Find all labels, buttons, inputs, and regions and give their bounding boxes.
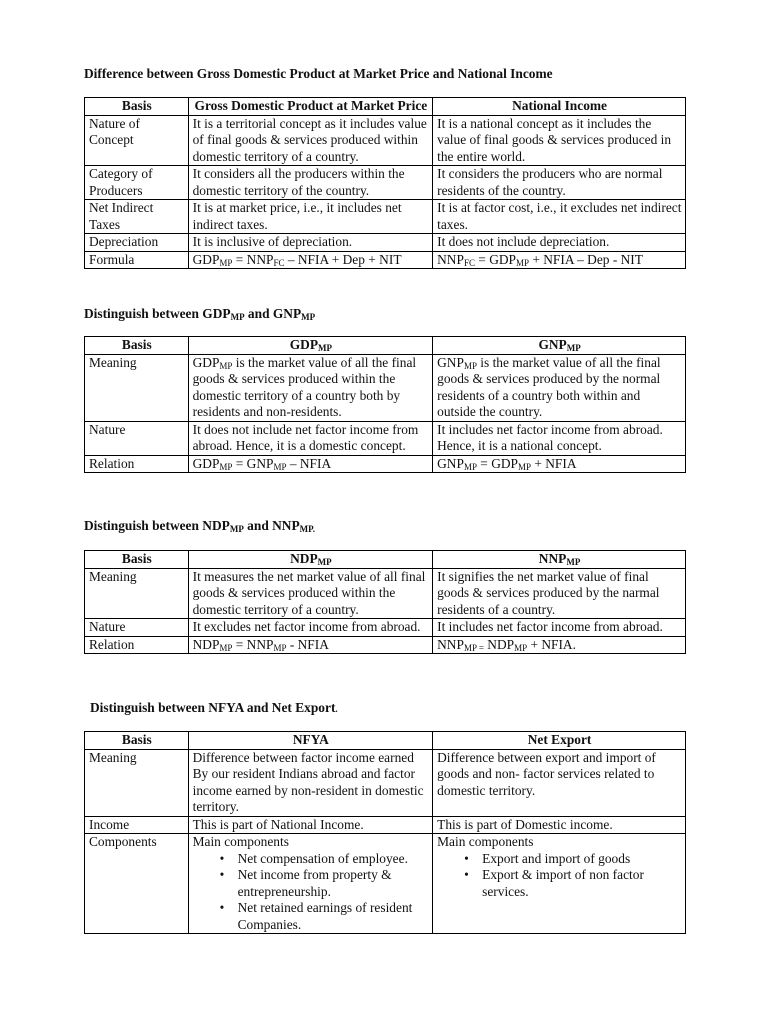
table-row	[85, 568, 686, 619]
table-row	[85, 636, 686, 654]
table-cell: It is a territorial concept as it includes value of final goods & services produced within domestic territory of a country.	[188, 115, 433, 166]
relation-ndp: $NDP_{MP} = NNP_{MP}$ - NFIA	[188, 636, 433, 654]
table-cell: It excludes net factor income from abroad.	[188, 619, 433, 637]
section2-heading: Distinguish between $GDP_{MP}$ and $GNP_{MP}$	[84, 306, 316, 322]
section3-heading: Distinguish between $NDP_{MP}$ and $NNP_{MP.}$	[84, 518, 316, 534]
table-cell: It is a national concept as it includes the value of final goods & services produced in the entire world.	[433, 115, 686, 166]
row-label: Formula	[85, 251, 189, 269]
header-basis: Basis	[85, 98, 189, 116]
header-basis: Basis	[85, 337, 189, 355]
table-row	[85, 816, 686, 834]
table-row	[85, 421, 686, 455]
row-label: Nature	[85, 619, 189, 637]
header-gdp-market-price: Gross Domestic Product at Market Price	[188, 98, 433, 116]
table-row	[85, 354, 686, 421]
header-nnp-mp: $NNP_{MP}$	[433, 551, 686, 569]
table-cell: $GDP_{MP}$ is the market value of all the final goods & services produced within the domestic territory of a country both by residents and non-residents.	[188, 354, 433, 421]
table-row	[85, 166, 686, 200]
header-net-export: Net Export	[433, 732, 686, 750]
list-item: • Net income from property & entrepreneurship.	[238, 867, 430, 900]
formula-national-income: $NNP_{FC} = GDP_{MP}$ + NFIA – Dep - NIT	[433, 251, 686, 269]
table-header-row	[85, 732, 686, 750]
table-row	[85, 619, 686, 637]
table-cell: It is at factor cost, i.e., it excludes net indirect taxes.	[433, 200, 686, 234]
list-item: • Export & import of non factor services.	[482, 867, 682, 900]
section4-heading: Distinguish between NFYA and Net Export.	[90, 700, 338, 715]
list-item: • Net retained earnings of resident Companies.	[238, 900, 430, 933]
header-gnp-mp: $GNP_{MP}$	[433, 337, 686, 355]
row-label: Meaning	[85, 354, 189, 421]
table-cell: $GNP_{MP}$ is the market value of all the final goods & services produced by the normal residents of a country both within and outside the country.	[433, 354, 686, 421]
ndp-vs-nnp-table	[84, 550, 686, 654]
table-cell: It is at market price, i.e., it includes net indirect taxes.	[188, 200, 433, 234]
table-row	[85, 200, 686, 234]
header-gdp-mp: $GDP_{MP}$	[188, 337, 433, 355]
row-label: Category of Producers	[85, 166, 189, 200]
table-cell: It does not include net factor income from abroad. Hence, it is a domestic concept.	[188, 421, 433, 455]
export-components-list	[437, 851, 682, 901]
table-row	[85, 234, 686, 252]
table-cell: It considers all the producers within the domestic territory of the country.	[188, 166, 433, 200]
section1-heading: Difference between Gross Domestic Product at Market Price and National Income	[84, 66, 553, 81]
table-cell: It signifies the net market value of final goods & services produced by the narmal residents of a country.	[433, 568, 686, 619]
row-label: Net Indirect Taxes	[85, 200, 189, 234]
row-label: Relation	[85, 455, 189, 473]
table-cell: It considers the producers who are normal residents of the country.	[433, 166, 686, 200]
row-label: Income	[85, 816, 189, 834]
row-label: Depreciation	[85, 234, 189, 252]
nfya-components-list	[193, 851, 430, 934]
row-label: Nature	[85, 421, 189, 455]
components-intro: Main components	[192, 834, 289, 849]
table-cell: This is part of National Income.	[188, 816, 433, 834]
row-label: Components	[85, 834, 189, 934]
table-cell: It includes net factor income from abroad. Hence, it is a national concept.	[433, 421, 686, 455]
row-label: Relation	[85, 636, 189, 654]
table-cell: It includes net factor income from abroad.	[433, 619, 686, 637]
relation-nnp: $NNP_{MP =}$ $NDP_{MP}$ + NFIA.	[433, 636, 686, 654]
row-label: Meaning	[85, 568, 189, 619]
nfya-components-cell	[188, 834, 433, 934]
header-nfya: NFYA	[188, 732, 433, 750]
table-row	[85, 834, 686, 934]
table-row	[85, 455, 686, 473]
formula-gdp: $GDP_{MP} = NNP_{FC}$ – NFIA + Dep + NIT	[188, 251, 433, 269]
table-cell: It does not include depreciation.	[433, 234, 686, 252]
relation-gdp: $GDP_{MP} = GNP_{MP}$ – NFIA	[188, 455, 433, 473]
table-header-row	[85, 551, 686, 569]
table-cell: Difference between factor income earned By our resident Indians abroad and factor income earned by non-resident in domestic territory.	[188, 749, 433, 816]
relation-gnp: $GNP_{MP} = GDP_{MP}$ + NFIA	[433, 455, 686, 473]
gdp-vs-national-income-table	[84, 97, 686, 269]
table-row	[85, 749, 686, 816]
table-cell: It is inclusive of depreciation.	[188, 234, 433, 252]
table-cell: It measures the net market value of all final goods & services produced within the domestic territory of a country.	[188, 568, 433, 619]
header-national-income: National Income	[433, 98, 686, 116]
table-cell: This is part of Domestic income.	[433, 816, 686, 834]
list-item: • Net compensation of employee.	[238, 851, 430, 868]
gdp-vs-gnp-table	[84, 336, 686, 473]
export-components-cell	[433, 834, 686, 934]
header-basis: Basis	[85, 732, 189, 750]
components-intro: Main components	[437, 834, 534, 849]
table-cell: Difference between export and import of goods and non- factor services related to domestic territory.	[433, 749, 686, 816]
table-row	[85, 251, 686, 269]
header-basis: Basis	[85, 551, 189, 569]
nfya-vs-net-export-table	[84, 731, 686, 934]
row-label: Meaning	[85, 749, 189, 816]
table-row	[85, 115, 686, 166]
header-ndp-mp: $NDP_{MP}$	[188, 551, 433, 569]
table-header-row	[85, 337, 686, 355]
list-item: • Export and import of goods	[482, 851, 682, 868]
table-header-row	[85, 98, 686, 116]
row-label: Nature of Concept	[85, 115, 189, 166]
